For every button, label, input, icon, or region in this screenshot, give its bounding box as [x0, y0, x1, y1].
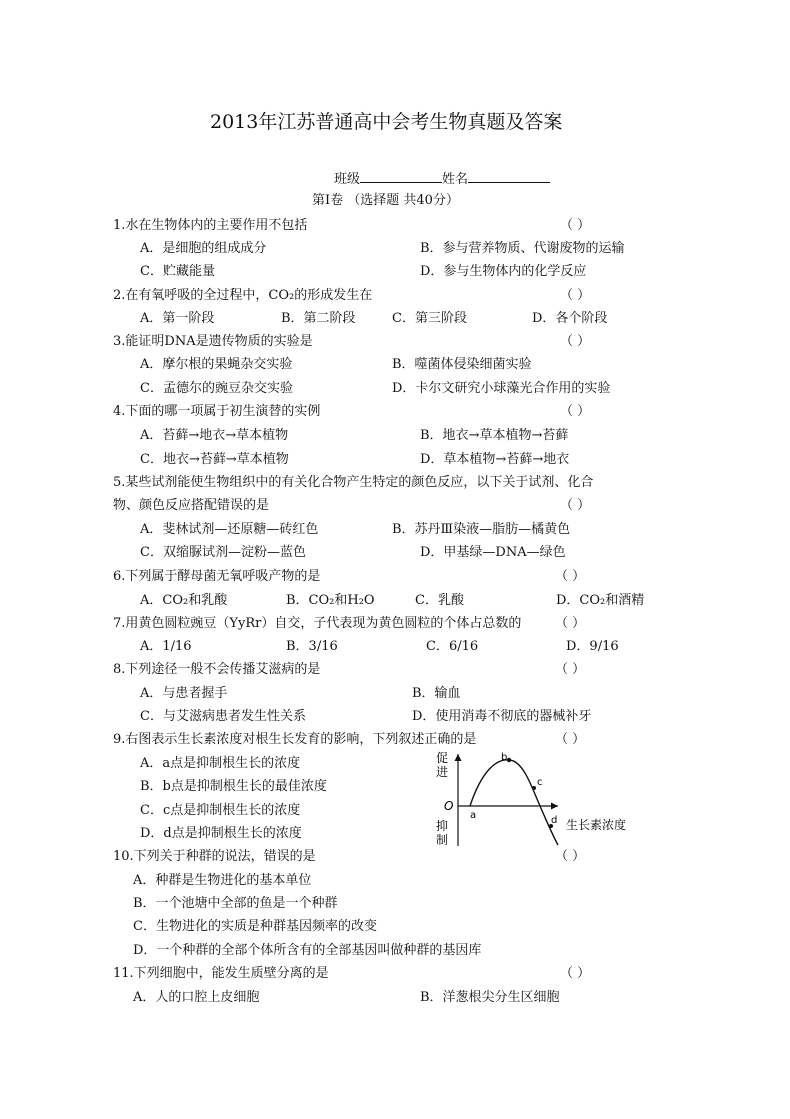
answer-paren: （ ） [555, 569, 586, 584]
option-d: D．一个种群的全部个体所含有的全部基因叫做种群的基因库 [133, 943, 482, 958]
option-a: A．种群是生物进化的基本单位 [133, 873, 312, 888]
point-d-label: d [551, 815, 558, 826]
option-a: A．CO₂和乳酸 [140, 593, 228, 608]
point-b-label: b [501, 752, 508, 763]
point-c-label: c [537, 777, 543, 788]
question-stem: 4.下面的哪一项属于初生演替的实例 [113, 404, 321, 419]
y-label-promote-1: 促 [436, 751, 449, 765]
y-label-promote-2: 进 [436, 765, 449, 779]
x-axis-label: 生长素浓度 [566, 818, 627, 832]
option-d: D．参与生物体内的化学反应 [420, 264, 587, 279]
y-label-inhibit-1: 抑 [436, 819, 449, 833]
answer-paren: （ ） [560, 966, 591, 981]
option-b: B．洋葱根尖分生区细胞 [420, 990, 560, 1005]
option-b: B．一个池塘中全部的鱼是一个种群 [133, 896, 338, 911]
option-b: B．输血 [412, 686, 461, 701]
origin-label: O [444, 799, 454, 813]
question-stem: 8.下列途径一般不会传播艾滋病的是 [113, 662, 321, 677]
answer-paren: （ ） [555, 662, 586, 677]
option-d: D．9/16 [566, 639, 619, 654]
name-blank [468, 170, 550, 183]
option-a: A．人的口腔上皮细胞 [133, 990, 260, 1005]
option-a: A．第一阶段 [140, 311, 215, 326]
question-stem: 3.能证明DNA是遗传物质的实验是 [113, 334, 313, 349]
option-d: D．草本植物→苔藓→地衣 [420, 452, 570, 467]
option-c: C．c点是抑制根生长的浓度 [140, 803, 301, 818]
question-stem: 7.用黄色圆粒豌豆（YyRr）自交，子代表现为黄色圆粒的个体占总数的 [113, 616, 522, 631]
option-a: A．苔藓→地衣→草本植物 [140, 428, 289, 443]
answer-paren: （ ） [560, 288, 591, 303]
option-c: C．孟德尔的豌豆杂交实验 [140, 381, 293, 396]
class-name-line [334, 170, 550, 189]
growth-curve-svg [412, 750, 642, 850]
question-stem: 11.下列细胞中，能发生质壁分离的是 [113, 966, 329, 981]
option-a: A．斐林试剂—还原糖—砖红色 [140, 522, 319, 537]
option-a: A．a点是抑制根生长的浓度 [140, 756, 301, 771]
option-b: B．CO₂和H₂O [286, 593, 375, 608]
answer-paren: （ ） [560, 334, 591, 349]
option-c: C．贮藏能量 [140, 264, 215, 279]
option-d: D．甲基绿—DNA—绿色 [420, 545, 566, 560]
option-a: A．是细胞的组成成分 [140, 241, 267, 256]
option-b: B．苏丹Ⅲ染液—脂肪—橘黄色 [392, 522, 571, 537]
option-d: D．d点是抑制根生长的浓度 [140, 826, 302, 841]
option-a: A．摩尔根的果蝇杂交实验 [140, 357, 293, 372]
option-c: C．与艾滋病患者发生性关系 [140, 709, 306, 724]
option-c: C．双缩脲试剂—淀粉—蓝色 [140, 545, 306, 560]
y-label-inhibit-2: 制 [436, 833, 449, 847]
option-c: C．6/16 [426, 639, 479, 654]
option-b: B．噬菌体侵染细菌实验 [392, 357, 532, 372]
answer-paren: （ ） [560, 498, 591, 513]
option-d: D．CO₂和酒精 [556, 593, 645, 608]
option-b: B．地衣→草本植物→苔藓 [420, 428, 569, 443]
option-b: B．b点是抑制根生长的最佳浓度 [140, 779, 327, 794]
class-blank [360, 170, 442, 183]
point-b-marker [507, 758, 511, 762]
option-a: A．与患者握手 [140, 686, 228, 701]
option-c: C．乳酸 [415, 593, 464, 608]
point-c-marker [532, 786, 536, 790]
option-b: B．第二阶段 [281, 311, 356, 326]
option-c: C．第三阶段 [392, 311, 467, 326]
option-b: B．参与营养物质、代谢废物的运输 [420, 241, 625, 256]
question-stem: 10.下列关于种群的说法，错误的是 [113, 849, 316, 864]
growth-curve-figure [412, 750, 642, 850]
answer-paren: （ ） [555, 616, 586, 631]
question-stem: 5.某些试剂能使生物组织中的有关化合物产生特定的颜色反应，以下关于试剂、化合 [113, 475, 594, 490]
point-a-label: a [470, 810, 477, 821]
option-d: D．各个阶段 [532, 311, 608, 326]
question-stem: 6.下列属于酵母菌无氧呼吸产物的是 [113, 569, 321, 584]
section-heading: 第Ⅰ卷 （选择题 共40分） [312, 193, 459, 208]
option-d: D．卡尔文研究小球藻光合作用的实验 [392, 381, 611, 396]
answer-paren: （ ） [555, 732, 586, 747]
question-stem: 2.在有氧呼吸的全过程中，CO₂的形成发生在 [113, 288, 373, 303]
page-title: 2013年江苏普通高中会考生物真题及答案 [210, 111, 563, 133]
question-stem-continued: 物、颜色反应搭配错误的是 [113, 498, 270, 513]
growth-curve [470, 760, 558, 845]
name-label: 姓名 [442, 172, 469, 187]
question-stem: 9.右图表示生长素浓度对根生长发育的影响，下列叙述正确的是 [113, 732, 477, 747]
option-c: C．地衣→苔藓→草本植物 [140, 452, 289, 467]
answer-paren: （ ） [560, 404, 591, 419]
question-stem: 1.水在生物体内的主要作用不包括 [113, 218, 308, 233]
class-label: 班级 [334, 172, 361, 187]
answer-paren: （ ） [555, 849, 586, 864]
option-c: C．生物进化的实质是种群基因频率的改变 [133, 919, 377, 934]
option-b: B．3/16 [286, 639, 338, 654]
answer-paren: （ ） [560, 218, 591, 233]
option-d: D．使用消毒不彻底的器械补牙 [412, 709, 592, 724]
option-a: A．1/16 [140, 639, 192, 654]
